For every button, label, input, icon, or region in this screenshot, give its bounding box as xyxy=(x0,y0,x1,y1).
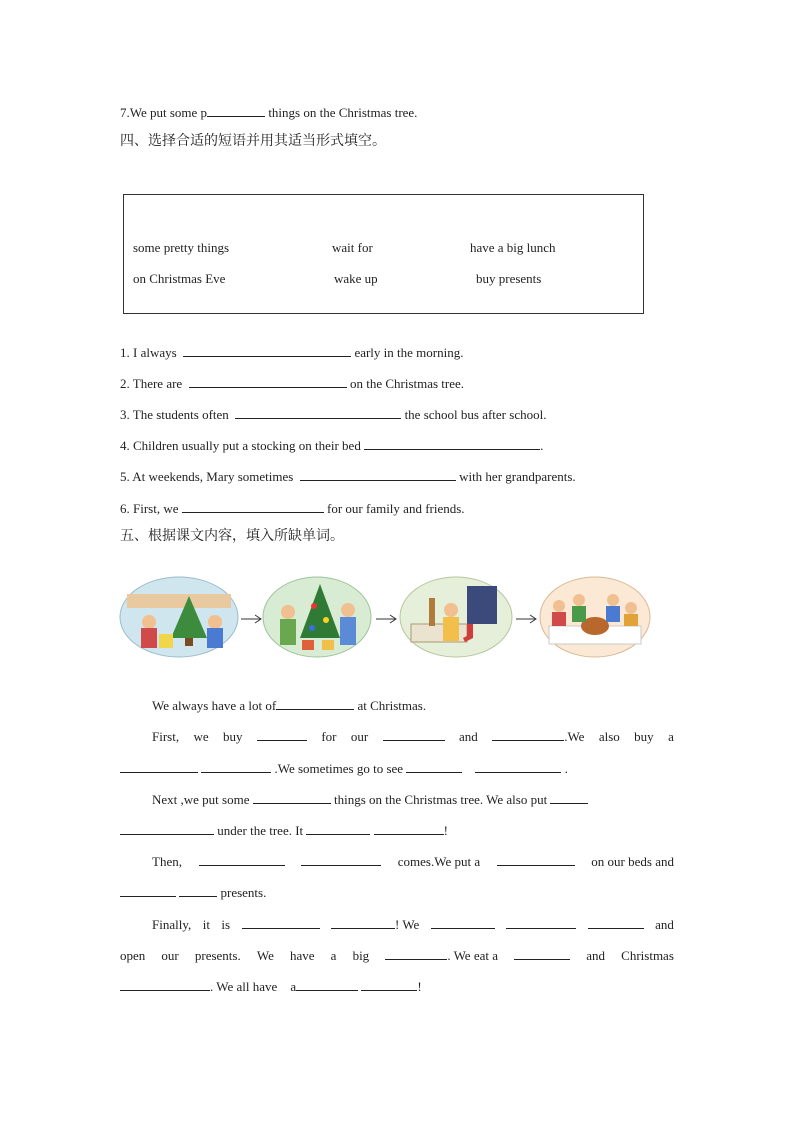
answer-blank[interactable] xyxy=(120,760,198,773)
answer-blank[interactable] xyxy=(189,375,347,388)
phrase: buy presents xyxy=(476,271,542,286)
phrase-box xyxy=(123,194,644,314)
answer-blank[interactable] xyxy=(179,884,217,897)
answer-blank[interactable] xyxy=(120,884,176,897)
sentence-4: 4. Children usually put a stocking on their bed . xyxy=(120,438,544,453)
arrow-icon xyxy=(516,614,538,624)
answer-blank[interactable] xyxy=(183,344,351,357)
stocking-bedroom-picture xyxy=(399,576,514,658)
answer-blank[interactable] xyxy=(199,853,285,866)
answer-blank[interactable] xyxy=(242,916,320,929)
section-5-title: 五、根据课文内容，填入所缺单词。 xyxy=(120,528,344,544)
passage-line-7: presents. xyxy=(120,884,266,901)
passage-line-10: . We all have a ! xyxy=(120,978,422,995)
phrase: wait for xyxy=(332,240,373,255)
phrase: have a big lunch xyxy=(470,240,556,255)
answer-blank[interactable] xyxy=(296,978,358,991)
sentence-5: 5. At weekends, Mary sometimes with her grandparents. xyxy=(120,469,576,484)
answer-blank[interactable] xyxy=(514,947,570,960)
answer-blank[interactable] xyxy=(550,791,588,804)
passage-line-4: Next ,we put some things on the Christmas tree. We also put xyxy=(152,791,588,808)
answer-blank[interactable] xyxy=(431,916,495,929)
passage-line-9: open our presents. We have a big . We eat a and Christmas xyxy=(120,948,674,963)
answer-blank[interactable] xyxy=(475,760,561,773)
answer-blank[interactable] xyxy=(364,437,540,450)
answer-blank[interactable] xyxy=(120,822,214,835)
answer-blank[interactable] xyxy=(385,947,447,960)
answer-blank[interactable] xyxy=(276,697,354,710)
phrase: some pretty things xyxy=(133,240,230,255)
answer-blank[interactable] xyxy=(301,853,381,866)
answer-blank[interactable] xyxy=(201,760,271,773)
passage-line-5: under the tree. It ! xyxy=(120,822,448,839)
arrow-icon xyxy=(376,614,398,624)
arrow-icon xyxy=(241,614,263,624)
answer-blank[interactable] xyxy=(207,104,265,117)
answer-blank[interactable] xyxy=(497,853,575,866)
answer-blank[interactable] xyxy=(331,916,395,929)
sentence-6: 6. First, we for our family and friends. xyxy=(120,501,465,516)
answer-blank[interactable] xyxy=(182,500,324,513)
answer-blank[interactable] xyxy=(406,760,462,773)
passage-line-3: .We sometimes go to see . xyxy=(120,760,568,777)
answer-blank[interactable] xyxy=(361,978,417,991)
passage-line-2: First, we buy for our and .We also buy a xyxy=(152,729,674,744)
answer-blank[interactable] xyxy=(374,822,444,835)
answer-blank[interactable] xyxy=(588,916,644,929)
christmas-lunch-picture xyxy=(539,576,651,658)
answer-blank[interactable] xyxy=(120,978,210,991)
passage-line-6: Then, comes.We put a on our beds and xyxy=(152,854,674,869)
answer-blank[interactable] xyxy=(306,822,370,835)
family-decorating-picture xyxy=(119,576,239,658)
phrase: on Christmas Eve xyxy=(133,271,226,286)
section-4-title: 四、选择合适的短语并用其适当形式填空。 xyxy=(120,133,386,149)
answer-blank[interactable] xyxy=(235,406,401,419)
christmas-tree-picture xyxy=(262,576,372,658)
phrase: wake up xyxy=(334,271,378,286)
sentence-1: 1. I always early in the morning. xyxy=(120,345,464,360)
answer-blank[interactable] xyxy=(257,728,307,741)
passage-line-8: Finally, it is ! We and xyxy=(152,917,674,932)
sentence-3: 3. The students often the school bus after school. xyxy=(120,407,547,422)
question-7: 7.We put some p things on the Christmas tree. xyxy=(120,105,418,120)
answer-blank[interactable] xyxy=(383,728,445,741)
sentence-2: 2. There are on the Christmas tree. xyxy=(120,376,465,391)
answer-blank[interactable] xyxy=(492,728,564,741)
answer-blank[interactable] xyxy=(506,916,576,929)
passage-line-1: We always have a lot of at Christmas. xyxy=(152,698,427,713)
answer-blank[interactable] xyxy=(253,791,331,804)
answer-blank[interactable] xyxy=(300,468,456,481)
